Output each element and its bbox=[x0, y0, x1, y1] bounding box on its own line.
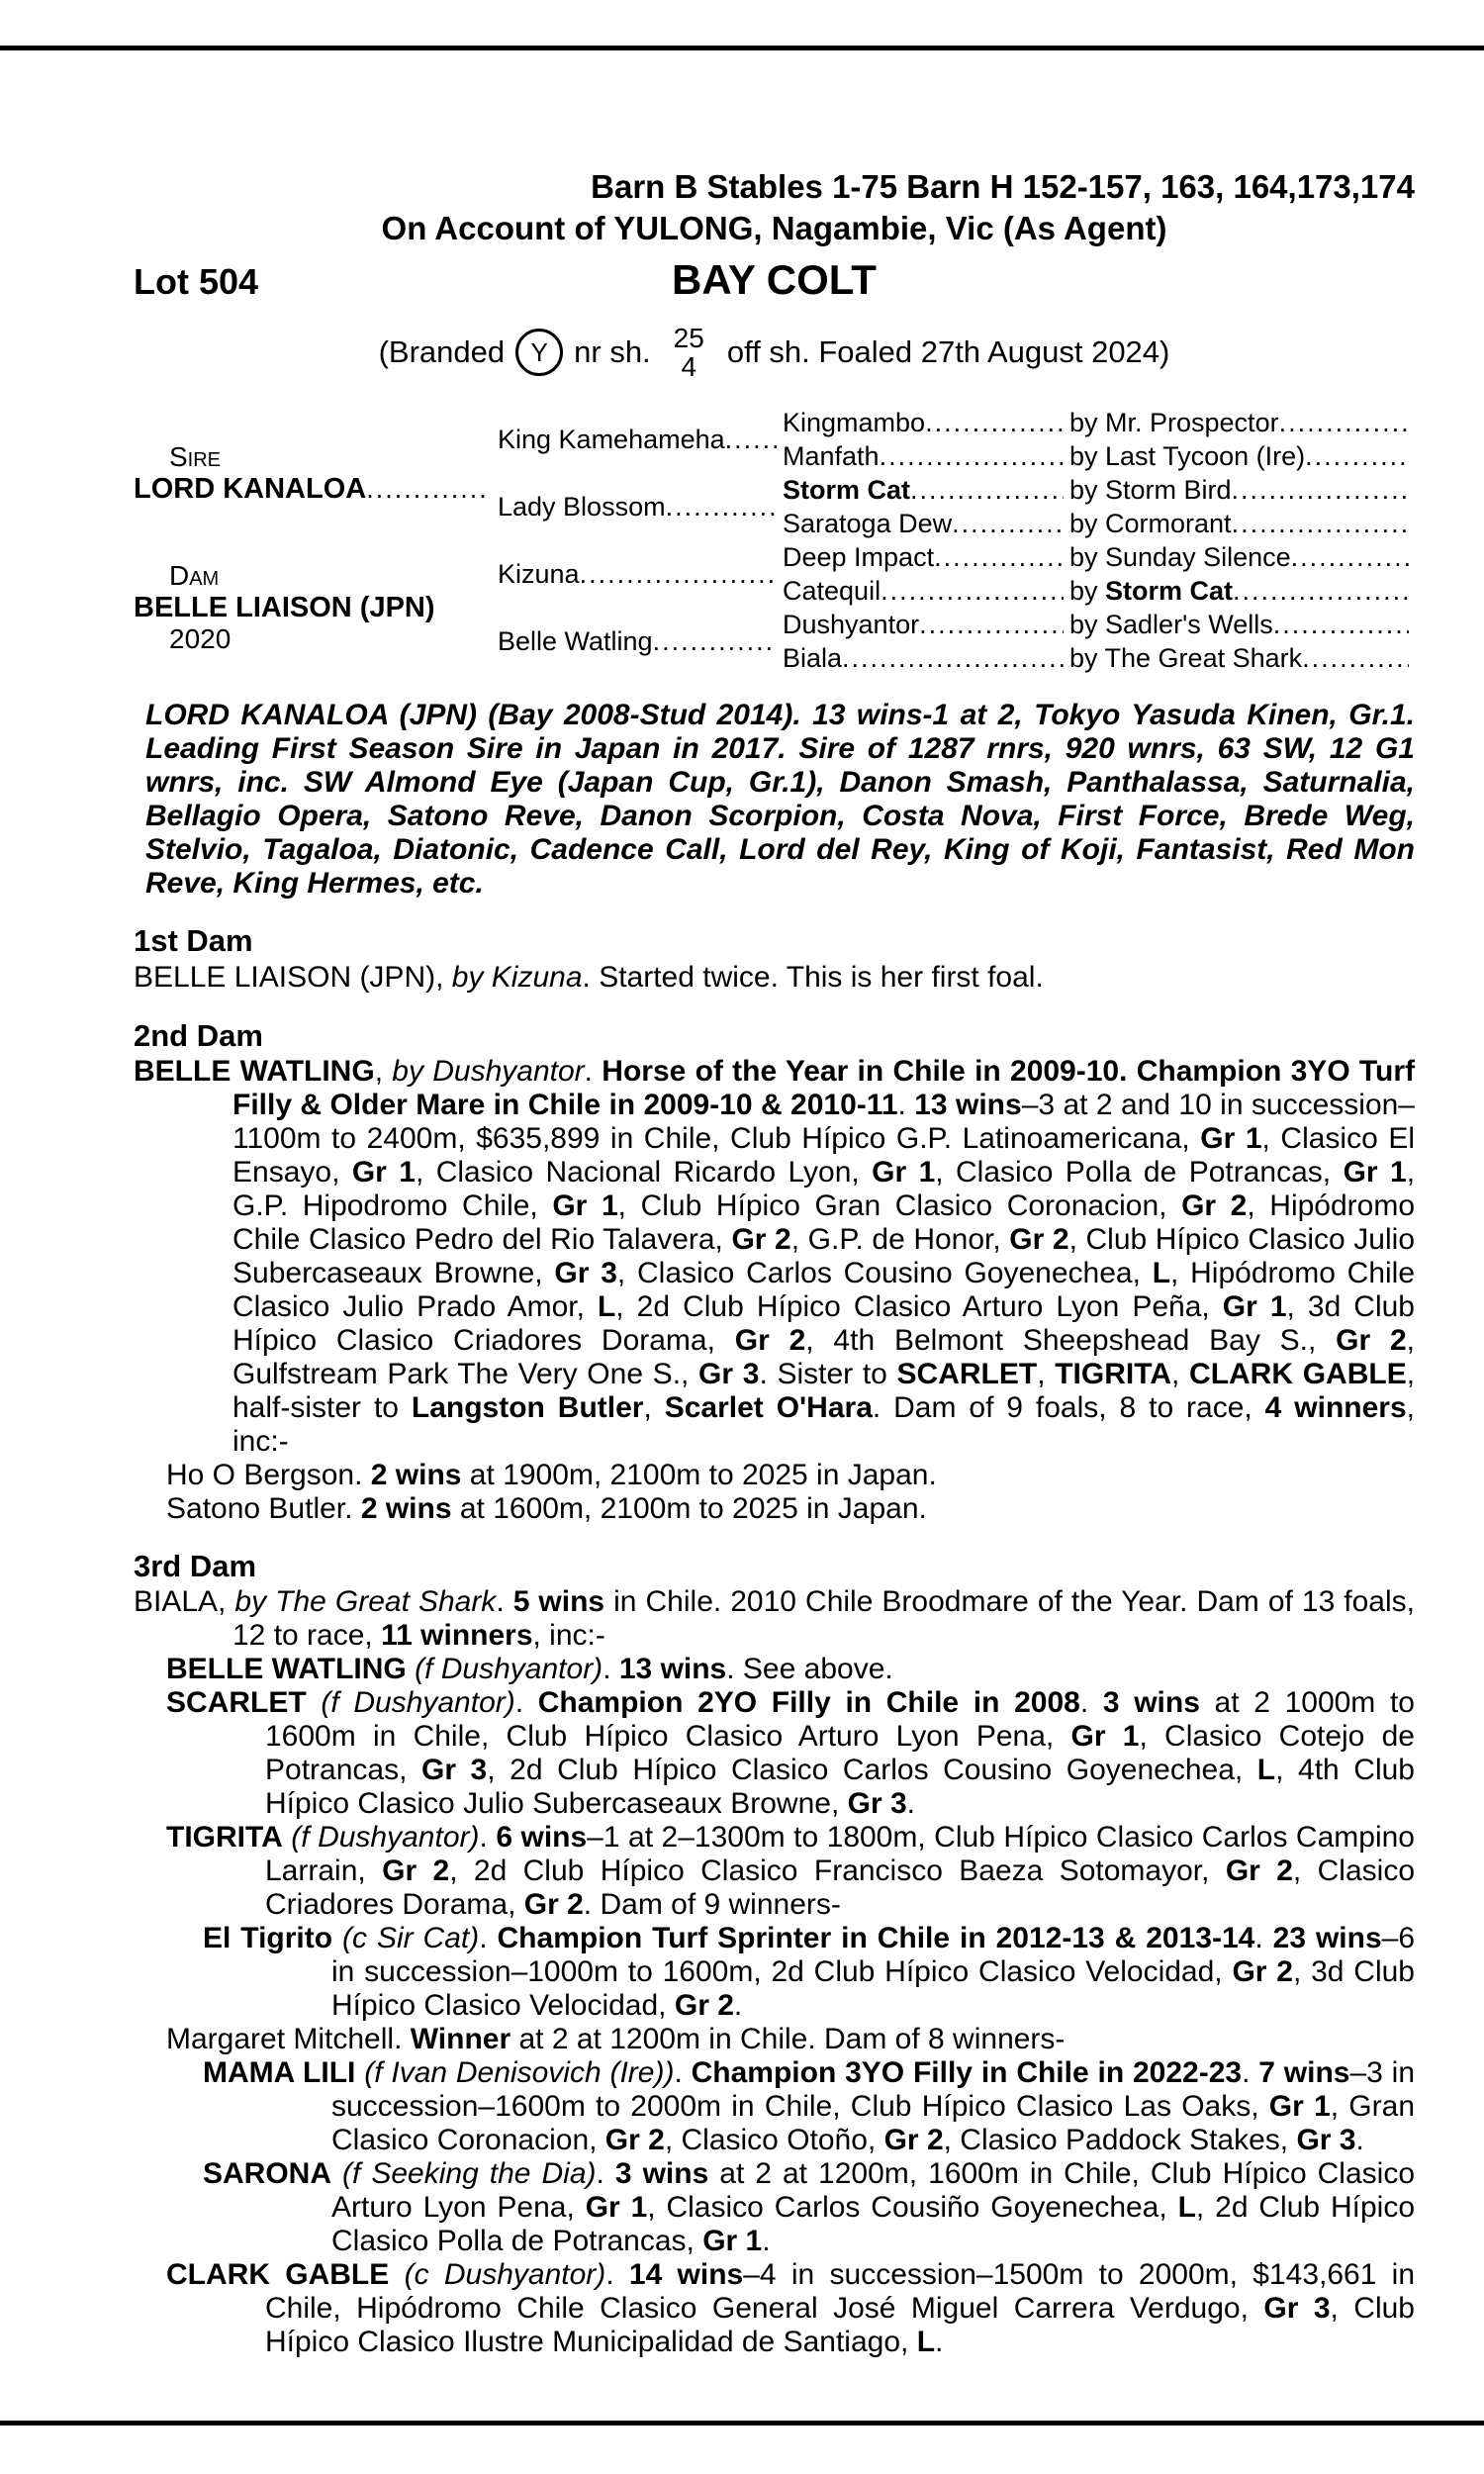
ancestor-by: by Storm Cat bbox=[1069, 575, 1234, 606]
ancestor-by: by Storm Bird bbox=[1069, 474, 1232, 505]
sire-name-row bbox=[134, 473, 488, 505]
third-dam-entry: BELLE WATLING (f Dushyantor). 13 wins. See above. bbox=[166, 1653, 893, 1685]
dam-name: BELLE LIAISON (JPN) bbox=[134, 592, 435, 623]
ancestor-name-cell bbox=[783, 473, 1069, 507]
dot-leader bbox=[725, 425, 777, 455]
third-dam-entry: Margaret Mitchell. Winner at 2 at 1200m in Chile. Dam of 8 winners- bbox=[166, 2023, 1066, 2055]
brand-pre: (Branded bbox=[378, 334, 506, 369]
brand-circle-y-icon: Y bbox=[515, 329, 563, 376]
first-dam-entry: BELLE LIAISON (JPN), by Kizuna. Started twice. This is her first foal. bbox=[134, 961, 1044, 994]
dot-leader bbox=[1302, 643, 1409, 674]
dot-leader bbox=[1279, 408, 1409, 438]
third-dam-heading: 3rd Dam bbox=[134, 1549, 257, 1583]
dot-leader bbox=[580, 559, 777, 590]
ancestor-by: by The Great Shark bbox=[1069, 642, 1303, 673]
ancestor-by: by Cormorant bbox=[1069, 508, 1232, 538]
dot-leader bbox=[653, 626, 777, 657]
ancestor-name-cell bbox=[783, 608, 1069, 641]
third-dam-entry: TIGRITA (f Dushyantor). 6 wins–1 at 2–1300m to 1800m, Club Hípico Clasico Carlos Campino Larrain, Gr 2, 2d Club Hípico Clasico Francisco Baeza Sotomayor, Gr 2, Clasico Criadores Dorama, Gr 2. Dam of 9 winners- bbox=[166, 1821, 1415, 1921]
third-dam-entry: CLARK GABLE (c Dushyantor). 14 wins–4 in succession–1500m to 2000m, $143,661 in Chile, Hipódromo Chile Clasico General José Miguel Carrera Verdugo, Gr 3, Club Hípico Clasico Ilustre Municipalidad de Santiago, L. bbox=[166, 2258, 1416, 2358]
ancestor-name: Dushyantor bbox=[783, 609, 920, 639]
second-dam-paragraph: BELLE WATLING, by Dushyantor. Horse of the Year in Chile in 2009-10. Champion 3YO Turf Filly & Older Mare in Chile in 2009-10 & 2010-11. 13 wins–3 at 2 and 10 in succession–1100m to 2400m, $635,899 in Chile, Club Hípico G.P. Latinoamericana, Gr 1, Clasico El Ensayo, Gr 1, Clasico Nacional Ricardo Lyon, Gr 1, Clasico Polla de Potrancas, Gr 1, G.P. Hipodromo Chile, Gr 1, Club Hípico Gran Clasico Coronacion, Gr 2, Hipódromo Chile Clasico Pedro del Rio Talavera, Gr 2, G.P. de Honor, Gr 2, Club Hípico Clasico Julio Subercaseaux Browne, Gr 3, Clasico Carlos Cousino Goyenechea, L, Hipódromo Chile Clasico Julio Prado Amor, L, 2d Club Hípico Clasico Arturo Lyon Peña, Gr 1, 3d Club Hípico Clasico Criadores Dorama, Gr 2, 4th Belmont Sheepshead Bay S., Gr 2, Gulfstream Park The Very One S., Gr 3. Sister to SCARLET, TIGRITA, CLARK GABLE, half-sister to Langston Butler, Scarlet O'Hara. Dam of 9 foals, 8 to race, 4 winners, inc:- bbox=[134, 1055, 1416, 1458]
dot-leader bbox=[1291, 542, 1409, 573]
brand-post: off sh. Foaled 27th August 2024) bbox=[726, 334, 1170, 369]
ancestor-name: Saratoga Dew bbox=[783, 508, 953, 538]
damdam-cell bbox=[498, 608, 783, 675]
grandsire-cell bbox=[498, 406, 783, 473]
ancestor-name: Kingmambo bbox=[783, 407, 926, 437]
dam-label: Dam bbox=[169, 560, 220, 591]
second-dam-progeny-line: Satono Butler. 2 wins at 1600m, 2100m to 2025 in Japan. bbox=[166, 1492, 927, 1525]
damdam-name: Belle Watling bbox=[498, 625, 653, 656]
ancestor-by-cell bbox=[1069, 439, 1415, 473]
damsire-name: Kizuna bbox=[498, 558, 580, 589]
ancestor-name-cell bbox=[783, 641, 1069, 675]
third-dam-entry: SCARLET (f Dushyantor). Champion 2YO Filly in Chile in 2008. 3 wins at 2 1000m to 1600m in Chile, Club Hípico Clasico Arturo Lyon Pena, Gr 1, Clasico Cotejo de Potrancas, Gr 3, 2d Club Hípico Clasico Carlos Cousino Goyenechea, L, 4th Club Hípico Clasico Julio Subercaseaux Browne, Gr 3. bbox=[166, 1686, 1415, 1820]
dot-leader bbox=[1232, 475, 1409, 506]
third-dam-entry: SARONA (f Seeking the Dia). 3 wins at 2 at 1200m, 1600m in Chile, Club Hípico Clasico Arturo Lyon Pena, Gr 1, Clasico Carlos Cousiño Goyenechea, L, 2d Club Hípico Clasico Polla de Potrancas, Gr 1. bbox=[203, 2157, 1416, 2257]
grandsire-name: King Kamehameha bbox=[498, 424, 725, 454]
dam-name-row bbox=[134, 592, 488, 623]
ancestor-by-cell bbox=[1069, 574, 1415, 608]
ancestor-name-cell bbox=[783, 507, 1069, 540]
ancestor-by-cell bbox=[1069, 608, 1415, 641]
brand-number-top: 25 bbox=[673, 323, 704, 353]
dot-leader bbox=[952, 509, 1064, 539]
bottom-rule bbox=[0, 2421, 1484, 2426]
dam-foaling-year: 2020 bbox=[169, 623, 232, 654]
ancestor-name-cell bbox=[783, 439, 1069, 473]
top-rule bbox=[0, 46, 1484, 50]
ancestor-by: by Last Tycoon (Ire) bbox=[1069, 440, 1306, 471]
pedigree-table bbox=[134, 406, 1415, 675]
page-content bbox=[134, 166, 1415, 2359]
first-dam-heading: 1st Dam bbox=[134, 923, 253, 958]
ancestor-by-cell bbox=[1069, 473, 1415, 507]
ancestor-name-cell bbox=[783, 406, 1069, 439]
brand-number-fraction bbox=[674, 324, 704, 381]
lot-row bbox=[134, 253, 1415, 307]
third-dam-paragraph: BIALA, by The Great Shark. 5 wins in Chile. 2010 Chile Broodmare of the Year. Dam of 13 foals, 12 to race, 11 winners, inc:- bbox=[134, 1585, 1415, 1652]
dam-cell bbox=[134, 540, 498, 675]
granddam-name: Lady Blossom bbox=[498, 491, 666, 522]
ancestor-by-cell bbox=[1069, 507, 1415, 540]
account-line: On Account of YULONG, Nagambie, Vic (As Agent) bbox=[381, 210, 1167, 246]
granddam-cell bbox=[498, 473, 783, 540]
dot-leader bbox=[1233, 576, 1409, 607]
sire-label: Sire bbox=[169, 441, 222, 472]
ancestor-by: by Sunday Silence bbox=[1069, 541, 1291, 572]
sire-cell bbox=[134, 406, 498, 540]
ancestor-name: Biala bbox=[783, 642, 843, 673]
ancestor-by-cell bbox=[1069, 641, 1415, 675]
dot-leader bbox=[910, 475, 1064, 506]
ancestor-name: Deep Impact bbox=[783, 541, 935, 572]
dot-leader bbox=[880, 441, 1064, 472]
dot-leader bbox=[934, 542, 1064, 573]
dot-leader bbox=[919, 610, 1064, 640]
dot-leader bbox=[925, 408, 1064, 438]
sire-summary: LORD KANALOA (JPN) (Bay 2008-Stud 2014). 13 wins-1 at 2, Tokyo Yasuda Kinen, Gr.1. Leading First Season Sire in Japan in 2017. Sire of 1287 rnrs, 920 wnrs, 63 SW, 12 G1 wnrs, inc. SW Almond Eye (Japan Cup, Gr.1), Danon Smash, Panthalassa, Saturnalia, Bellagio Opera, Satono Reve, Danon Scorpion, Costa Nova, First Force, Brede Weg, Stelvio, Tagaloa, Diatonic, Cadence Call, Lord del Rey, King of Koji, Fantasist, Red Mon Reve, King Hermes, etc. bbox=[145, 699, 1415, 900]
ancestor-by: by Sadler's Wells bbox=[1069, 609, 1273, 639]
second-dam-progeny-line: Ho O Bergson. 2 wins at 1900m, 2100m to 2025 in Japan. bbox=[166, 1459, 937, 1491]
dot-leader bbox=[366, 473, 488, 505]
ancestor-name-cell bbox=[783, 574, 1069, 608]
brand-line bbox=[134, 311, 1415, 394]
dot-leader bbox=[881, 576, 1064, 607]
dot-leader bbox=[1232, 509, 1409, 539]
sire-name: LORD KANALOA bbox=[134, 473, 367, 505]
barn-line: Barn B Stables 1-75 Barn H 152-157, 163, 164,173,174 bbox=[591, 168, 1415, 205]
damsire-cell bbox=[498, 540, 783, 608]
brand-number-bottom: 4 bbox=[681, 351, 697, 382]
second-dam-heading: 2nd Dam bbox=[134, 1018, 263, 1053]
brand-nr-sh: nr sh. bbox=[574, 334, 651, 369]
ancestor-name-cell bbox=[783, 540, 1069, 574]
ancestor-by-cell bbox=[1069, 406, 1415, 439]
ancestor-name: Manfath bbox=[783, 440, 880, 471]
third-dam-entry: MAMA LILI (f Ivan Denisovich (Ire)). Champion 3YO Filly in Chile in 2022-23. 7 wins–3 in succession–1600m to 2000m in Chile, Club Hípico Clasico Las Oaks, Gr 1, Gran Clasico Coronacion, Gr 2, Clasico Otoño, Gr 2, Clasico Paddock Stakes, Gr 3. bbox=[203, 2056, 1416, 2156]
ancestor-by: by Mr. Prospector bbox=[1069, 407, 1279, 437]
dot-leader bbox=[842, 643, 1064, 674]
ancestor-name: Catequil bbox=[783, 575, 881, 606]
dot-leader bbox=[1273, 610, 1409, 640]
ancestor-name: Storm Cat bbox=[783, 474, 911, 505]
ancestor-by-cell bbox=[1069, 540, 1415, 574]
dot-leader bbox=[1305, 441, 1409, 472]
dot-leader bbox=[666, 492, 777, 523]
lot-number: Lot 504 bbox=[134, 261, 259, 302]
page-title: BAY COLT bbox=[672, 256, 877, 303]
third-dam-entry: El Tigrito (c Sir Cat). Champion Turf Sprinter in Chile in 2012-13 & 2013-14. 23 wins–6 in succession–1000m to 1600m, 2d Club Hípico Clasico Velocidad, Gr 2, 3d Club Hípico Clasico Velocidad, Gr 2. bbox=[203, 1922, 1416, 2022]
